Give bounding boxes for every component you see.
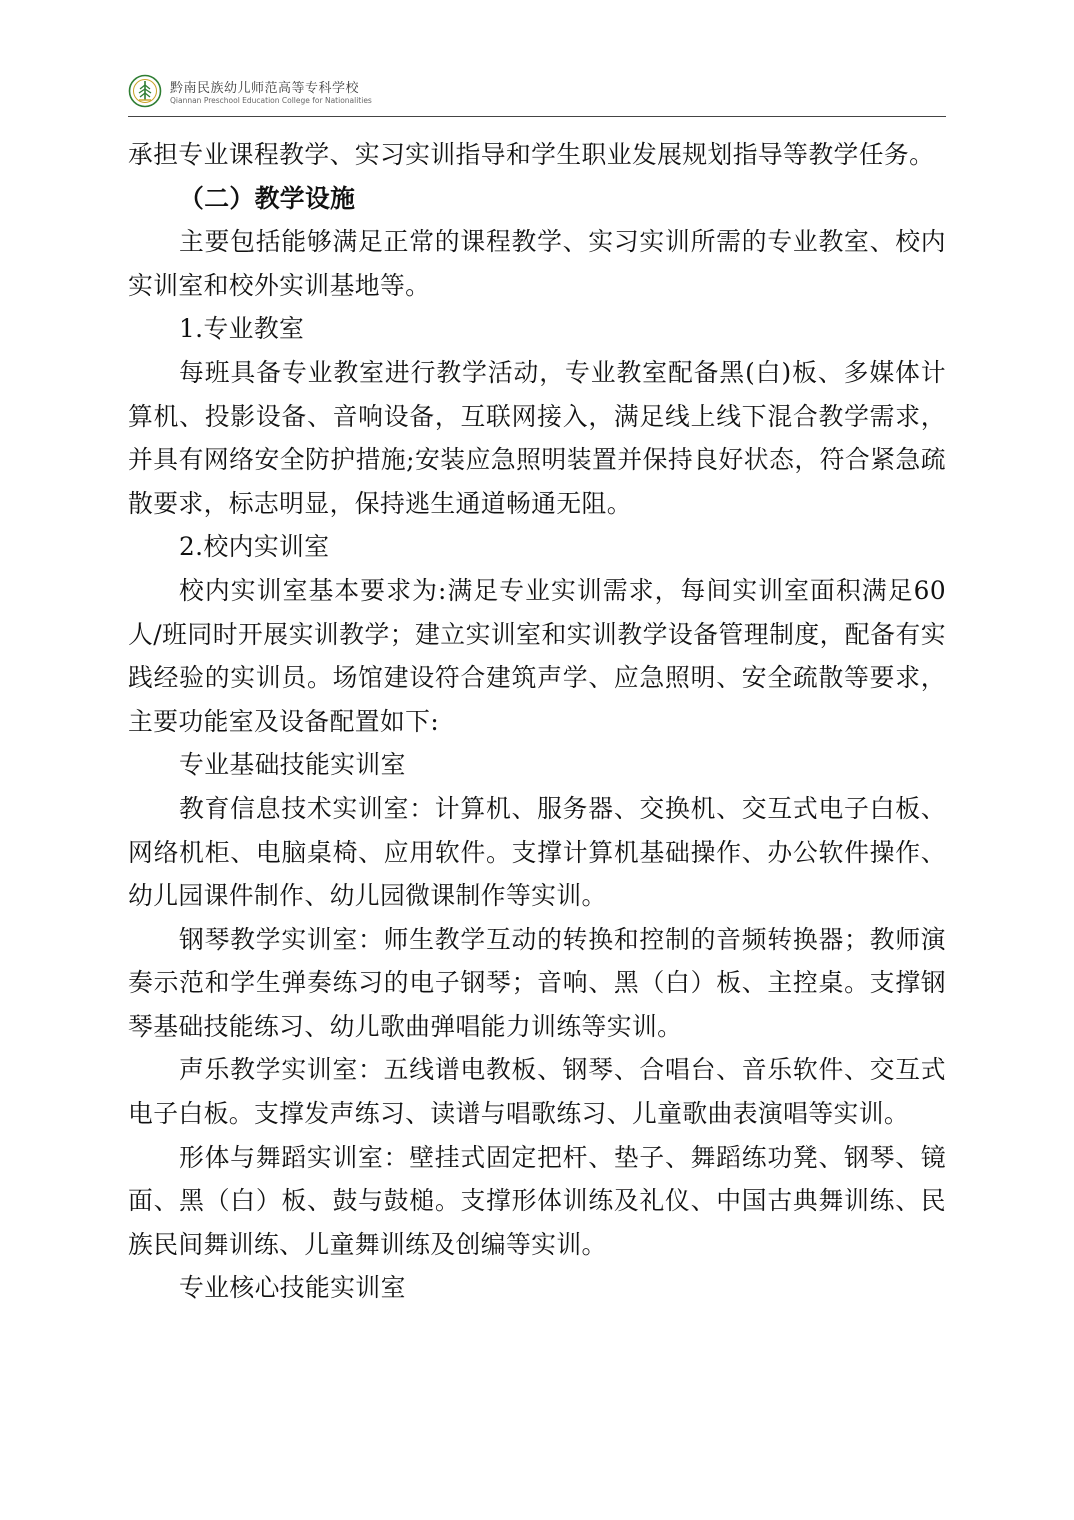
paragraph: 承担专业课程教学、实习实训指导和学生职业发展规划指导等教学任务。: [128, 140, 935, 169]
subsection-heading: 2.校内实训室: [179, 532, 330, 562]
school-name: 黔南民族幼儿师范高等专科学校: [170, 81, 360, 96]
subsection-heading: 1.专业教室: [179, 314, 305, 344]
paragraph: 教育信息技术实训室：计算机、服务器、交换机、交互式电子白板、网络机柜、电脑桌椅、应用软件。支撑计算机基础操作、办公软件操作、幼儿园课件制作、幼儿园微课制作等实训。: [128, 793, 946, 911]
paragraph: 校内实训室基本要求为:满足专业实训需求，每间实训室面积满足60人/班同时开展实训教学；建立实训室和实训教学设备管理制度，配备有实践经验的实训员。场馆建设符合建筑声学、应急照明、安全疏散等要求，主要功能室及设备配置如下:: [128, 575, 946, 736]
paragraph: 声乐教学实训室：五线谱电教板、钢琴、合唱台、音乐软件、交互式电子白板。支撑发声练习、读谱与唱歌练习、儿童歌曲表演唱等实训。: [128, 1055, 946, 1129]
section-heading: （二）教学设施: [179, 183, 356, 213]
page-header: [128, 72, 946, 117]
school-emblem-icon: [128, 74, 162, 108]
school-name-english: Qiannan Preschool Education College for Nationalities: [170, 96, 372, 105]
paragraph: 主要包括能够满足正常的课程教学、实习实训所需的专业教室、校内实训室和校外实训基地等。: [128, 227, 946, 300]
category-heading: 专业基础技能实训室: [179, 750, 406, 780]
paragraph: 形体与舞蹈实训室：壁挂式固定把杆、垫子、舞蹈练功凳、钢琴、镜面、黑（白）板、鼓与鼓槌。支撑形体训练及礼仪、中国古典舞训练、民族民间舞训练、儿童舞训练及创编等实训。: [128, 1142, 946, 1259]
category-heading: 专业核心技能实训室: [179, 1273, 406, 1303]
paragraph: 钢琴教学实训室：师生教学互动的转换和控制的音频转换器；教师演奏示范和学生弹奏练习的电子钢琴；音响、黑（白）板、主控桌。支撑钢琴基础技能练习、幼儿歌曲弹唱能力训练等实训。: [128, 924, 946, 1041]
document-body: [128, 133, 946, 1310]
paragraph: 每班具备专业教室进行教学活动，专业教室配备黑(白)板、多媒体计算机、投影设备、音响设备，互联网接入，满足线上线下混合教学需求，并具有网络安全防护措施;安装应急照明装置并保持良好状态，符合紧急疏散要求，标志明显，保持逃生通道畅通无阻。: [128, 357, 946, 518]
